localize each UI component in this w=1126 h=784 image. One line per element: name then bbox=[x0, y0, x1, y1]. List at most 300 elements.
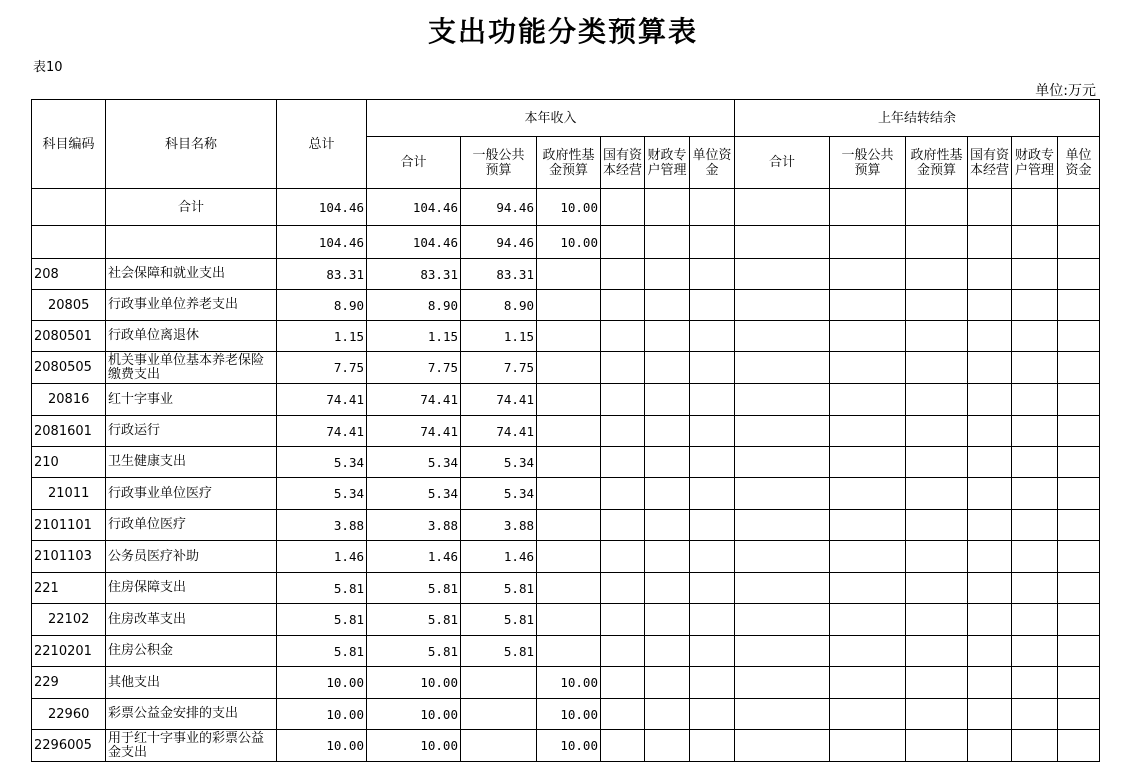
cell-cy-unit-fund bbox=[690, 226, 735, 259]
cell-cy-unit-fund bbox=[690, 416, 735, 447]
cell-cy-special bbox=[645, 478, 690, 510]
cell-name: 公务员医疗补助 bbox=[106, 541, 277, 573]
cell-cy-fund bbox=[537, 604, 601, 636]
cell-name bbox=[106, 226, 277, 259]
cell-py-fund bbox=[906, 541, 968, 573]
cell-py-special bbox=[1012, 667, 1058, 699]
cell-py-unit-fund bbox=[1058, 604, 1100, 636]
cell-total: 5.34 bbox=[277, 478, 367, 510]
cell-py-special bbox=[1012, 699, 1058, 730]
cell-cy-general bbox=[461, 730, 537, 762]
cell-total: 74.41 bbox=[277, 416, 367, 447]
cell-py-state-capital bbox=[968, 667, 1012, 699]
cell-cy-unit-fund bbox=[690, 699, 735, 730]
cell-py-sum bbox=[735, 290, 830, 321]
table-row bbox=[32, 416, 1100, 447]
cell-cy-special bbox=[645, 259, 690, 290]
cell-py-state-capital bbox=[968, 189, 1012, 226]
cell-cy-special bbox=[645, 321, 690, 352]
cell-py-fund bbox=[906, 259, 968, 290]
header-cy-special: 财政专户管理 bbox=[645, 137, 690, 189]
header-cy-general: 一般公共预算 bbox=[461, 137, 537, 189]
cell-py-fund bbox=[906, 290, 968, 321]
cell-cy-general: 74.41 bbox=[461, 384, 537, 416]
cell-py-special bbox=[1012, 478, 1058, 510]
cell-py-special bbox=[1012, 321, 1058, 352]
cell-total: 5.81 bbox=[277, 573, 367, 604]
cell-py-general bbox=[830, 510, 906, 541]
cell-name: 其他支出 bbox=[106, 667, 277, 699]
cell-py-unit-fund bbox=[1058, 352, 1100, 384]
cell-total: 104.46 bbox=[277, 226, 367, 259]
cell-py-unit-fund bbox=[1058, 226, 1100, 259]
cell-py-state-capital bbox=[968, 290, 1012, 321]
cell-cy-general: 1.15 bbox=[461, 321, 537, 352]
cell-cy-general: 3.88 bbox=[461, 510, 537, 541]
cell-name: 住房保障支出 bbox=[106, 573, 277, 604]
cell-cy-unit-fund bbox=[690, 189, 735, 226]
cell-code: 2080505 bbox=[32, 352, 106, 384]
cell-cy-fund: 10.00 bbox=[537, 699, 601, 730]
cell-cy-sum: 104.46 bbox=[367, 189, 461, 226]
cell-cy-fund bbox=[537, 259, 601, 290]
cell-py-sum bbox=[735, 226, 830, 259]
cell-cy-fund bbox=[537, 636, 601, 667]
cell-total: 10.00 bbox=[277, 667, 367, 699]
cell-py-unit-fund bbox=[1058, 667, 1100, 699]
cell-cy-fund bbox=[537, 352, 601, 384]
cell-cy-fund: 10.00 bbox=[537, 667, 601, 699]
header-cy-sum: 合计 bbox=[367, 137, 461, 189]
cell-cy-special bbox=[645, 604, 690, 636]
cell-cy-unit-fund bbox=[690, 290, 735, 321]
header-name: 科目名称 bbox=[106, 100, 277, 189]
cell-py-fund bbox=[906, 510, 968, 541]
cell-py-special bbox=[1012, 416, 1058, 447]
cell-py-general bbox=[830, 226, 906, 259]
cell-code: 22102 bbox=[32, 604, 106, 636]
cell-cy-sum: 5.34 bbox=[367, 447, 461, 478]
header-total: 总计 bbox=[277, 100, 367, 189]
cell-total: 3.88 bbox=[277, 510, 367, 541]
cell-cy-state-capital bbox=[601, 478, 645, 510]
cell-py-state-capital bbox=[968, 478, 1012, 510]
cell-py-fund bbox=[906, 416, 968, 447]
cell-cy-state-capital bbox=[601, 447, 645, 478]
table-row bbox=[32, 384, 1100, 416]
cell-py-fund bbox=[906, 226, 968, 259]
cell-py-unit-fund bbox=[1058, 541, 1100, 573]
table-row bbox=[32, 259, 1100, 290]
cell-cy-state-capital bbox=[601, 321, 645, 352]
cell-code: 22960 bbox=[32, 699, 106, 730]
cell-code: 20816 bbox=[32, 384, 106, 416]
cell-name: 彩票公益金安排的支出 bbox=[106, 699, 277, 730]
cell-py-sum bbox=[735, 510, 830, 541]
cell-py-unit-fund bbox=[1058, 699, 1100, 730]
cell-cy-sum: 83.31 bbox=[367, 259, 461, 290]
cell-py-state-capital bbox=[968, 416, 1012, 447]
cell-name: 用于红十字事业的彩票公益金支出 bbox=[106, 730, 277, 762]
cell-cy-fund bbox=[537, 416, 601, 447]
cell-py-state-capital bbox=[968, 259, 1012, 290]
cell-total: 10.00 bbox=[277, 730, 367, 762]
cell-code: 20805 bbox=[32, 290, 106, 321]
cell-cy-fund bbox=[537, 510, 601, 541]
cell-py-special bbox=[1012, 226, 1058, 259]
cell-name: 社会保障和就业支出 bbox=[106, 259, 277, 290]
cell-py-special bbox=[1012, 384, 1058, 416]
cell-code bbox=[32, 189, 106, 226]
cell-py-special bbox=[1012, 636, 1058, 667]
cell-code: 221 bbox=[32, 573, 106, 604]
cell-py-state-capital bbox=[968, 226, 1012, 259]
cell-py-sum bbox=[735, 573, 830, 604]
cell-py-unit-fund bbox=[1058, 290, 1100, 321]
header-prior-carryover: 上年结转结余 bbox=[735, 100, 1100, 137]
cell-name: 住房公积金 bbox=[106, 636, 277, 667]
cell-py-unit-fund bbox=[1058, 259, 1100, 290]
cell-total: 74.41 bbox=[277, 384, 367, 416]
cell-name: 行政事业单位养老支出 bbox=[106, 290, 277, 321]
cell-total: 10.00 bbox=[277, 699, 367, 730]
cell-py-general bbox=[830, 541, 906, 573]
table-row bbox=[32, 290, 1100, 321]
cell-cy-general: 1.46 bbox=[461, 541, 537, 573]
cell-py-general bbox=[830, 636, 906, 667]
cell-py-fund bbox=[906, 478, 968, 510]
cell-py-unit-fund bbox=[1058, 384, 1100, 416]
cell-total: 1.15 bbox=[277, 321, 367, 352]
cell-cy-sum: 5.81 bbox=[367, 573, 461, 604]
cell-py-state-capital bbox=[968, 541, 1012, 573]
cell-cy-special bbox=[645, 226, 690, 259]
cell-cy-sum: 74.41 bbox=[367, 384, 461, 416]
cell-cy-state-capital bbox=[601, 510, 645, 541]
cell-py-unit-fund bbox=[1058, 730, 1100, 762]
total-row bbox=[32, 189, 1100, 226]
cell-py-sum bbox=[735, 189, 830, 226]
cell-cy-sum: 10.00 bbox=[367, 699, 461, 730]
cell-cy-special bbox=[645, 573, 690, 604]
cell-py-sum bbox=[735, 416, 830, 447]
table-number: 表10 bbox=[33, 60, 63, 75]
cell-cy-fund bbox=[537, 447, 601, 478]
cell-cy-general: 8.90 bbox=[461, 290, 537, 321]
cell-cy-state-capital bbox=[601, 604, 645, 636]
cell-py-state-capital bbox=[968, 573, 1012, 604]
header-cy-unit-fund: 单位资金 bbox=[690, 137, 735, 189]
cell-cy-sum: 10.00 bbox=[367, 730, 461, 762]
cell-py-fund bbox=[906, 573, 968, 604]
cell-py-state-capital bbox=[968, 730, 1012, 762]
cell-cy-special bbox=[645, 636, 690, 667]
cell-py-fund bbox=[906, 321, 968, 352]
cell-cy-state-capital bbox=[601, 226, 645, 259]
cell-py-fund bbox=[906, 447, 968, 478]
cell-cy-sum: 1.46 bbox=[367, 541, 461, 573]
table-row bbox=[32, 667, 1100, 699]
cell-total: 104.46 bbox=[277, 189, 367, 226]
cell-py-state-capital bbox=[968, 321, 1012, 352]
cell-cy-unit-fund bbox=[690, 510, 735, 541]
cell-cy-sum: 74.41 bbox=[367, 416, 461, 447]
cell-py-unit-fund bbox=[1058, 321, 1100, 352]
cell-cy-fund: 10.00 bbox=[537, 226, 601, 259]
cell-cy-fund bbox=[537, 321, 601, 352]
cell-code: 2080501 bbox=[32, 321, 106, 352]
cell-py-sum bbox=[735, 447, 830, 478]
cell-py-state-capital bbox=[968, 604, 1012, 636]
cell-py-general bbox=[830, 321, 906, 352]
cell-cy-special bbox=[645, 189, 690, 226]
cell-cy-special bbox=[645, 352, 690, 384]
cell-py-unit-fund bbox=[1058, 636, 1100, 667]
header-code: 科目编码 bbox=[32, 100, 106, 189]
cell-py-special bbox=[1012, 189, 1058, 226]
cell-cy-general bbox=[461, 667, 537, 699]
cell-name: 行政运行 bbox=[106, 416, 277, 447]
cell-cy-sum: 1.15 bbox=[367, 321, 461, 352]
table-row bbox=[32, 478, 1100, 510]
cell-cy-state-capital bbox=[601, 699, 645, 730]
cell-py-fund bbox=[906, 384, 968, 416]
header-py-unit-fund: 单位资金 bbox=[1058, 137, 1100, 189]
table-row bbox=[32, 321, 1100, 352]
cell-code: 2296005 bbox=[32, 730, 106, 762]
cell-cy-fund: 10.00 bbox=[537, 730, 601, 762]
header-py-state-capital: 国有资本经营 bbox=[968, 137, 1012, 189]
header-cy-fund: 政府性基金预算 bbox=[537, 137, 601, 189]
cell-py-unit-fund bbox=[1058, 447, 1100, 478]
cell-cy-state-capital bbox=[601, 667, 645, 699]
cell-cy-special bbox=[645, 416, 690, 447]
cell-total: 7.75 bbox=[277, 352, 367, 384]
cell-name: 行政单位离退休 bbox=[106, 321, 277, 352]
cell-name: 卫生健康支出 bbox=[106, 447, 277, 478]
table-row bbox=[32, 699, 1100, 730]
cell-py-unit-fund bbox=[1058, 478, 1100, 510]
cell-cy-unit-fund bbox=[690, 636, 735, 667]
cell-py-fund bbox=[906, 699, 968, 730]
cell-cy-sum: 7.75 bbox=[367, 352, 461, 384]
cell-cy-unit-fund bbox=[690, 447, 735, 478]
cell-cy-unit-fund bbox=[690, 667, 735, 699]
budget-table bbox=[31, 99, 1100, 762]
cell-cy-general bbox=[461, 699, 537, 730]
cell-cy-state-capital bbox=[601, 636, 645, 667]
cell-code: 229 bbox=[32, 667, 106, 699]
cell-code: 2081601 bbox=[32, 416, 106, 447]
cell-cy-general: 5.81 bbox=[461, 573, 537, 604]
cell-py-sum bbox=[735, 352, 830, 384]
cell-cy-special bbox=[645, 541, 690, 573]
table-row bbox=[32, 226, 1100, 259]
cell-py-fund bbox=[906, 604, 968, 636]
cell-code bbox=[32, 226, 106, 259]
cell-code: 210 bbox=[32, 447, 106, 478]
cell-py-fund bbox=[906, 730, 968, 762]
cell-cy-general: 5.34 bbox=[461, 478, 537, 510]
header-cy-state-capital: 国有资本经营 bbox=[601, 137, 645, 189]
cell-cy-unit-fund bbox=[690, 573, 735, 604]
cell-py-general bbox=[830, 667, 906, 699]
cell-py-general bbox=[830, 730, 906, 762]
cell-py-special bbox=[1012, 604, 1058, 636]
cell-cy-general: 94.46 bbox=[461, 189, 537, 226]
cell-cy-general: 5.34 bbox=[461, 447, 537, 478]
cell-cy-sum: 8.90 bbox=[367, 290, 461, 321]
cell-py-state-capital bbox=[968, 447, 1012, 478]
cell-cy-state-capital bbox=[601, 259, 645, 290]
cell-cy-special bbox=[645, 384, 690, 416]
cell-cy-sum: 5.81 bbox=[367, 636, 461, 667]
cell-py-unit-fund bbox=[1058, 573, 1100, 604]
table-row bbox=[32, 636, 1100, 667]
cell-py-special bbox=[1012, 290, 1058, 321]
cell-py-sum bbox=[735, 604, 830, 636]
cell-py-unit-fund bbox=[1058, 510, 1100, 541]
cell-name: 住房改革支出 bbox=[106, 604, 277, 636]
table-row bbox=[32, 573, 1100, 604]
cell-cy-sum: 3.88 bbox=[367, 510, 461, 541]
cell-cy-fund bbox=[537, 573, 601, 604]
header-py-general: 一般公共预算 bbox=[830, 137, 906, 189]
cell-cy-unit-fund bbox=[690, 321, 735, 352]
cell-total: 5.81 bbox=[277, 604, 367, 636]
cell-cy-state-capital bbox=[601, 352, 645, 384]
cell-py-sum bbox=[735, 478, 830, 510]
cell-cy-general: 5.81 bbox=[461, 604, 537, 636]
cell-py-sum bbox=[735, 259, 830, 290]
cell-cy-state-capital bbox=[601, 573, 645, 604]
cell-py-sum bbox=[735, 699, 830, 730]
cell-py-state-capital bbox=[968, 384, 1012, 416]
cell-cy-unit-fund bbox=[690, 384, 735, 416]
cell-cy-fund bbox=[537, 290, 601, 321]
cell-cy-fund bbox=[537, 384, 601, 416]
table-row bbox=[32, 352, 1100, 384]
cell-code: 2101101 bbox=[32, 510, 106, 541]
cell-cy-state-capital bbox=[601, 290, 645, 321]
cell-py-fund bbox=[906, 636, 968, 667]
cell-py-general bbox=[830, 352, 906, 384]
cell-cy-special bbox=[645, 667, 690, 699]
cell-cy-state-capital bbox=[601, 730, 645, 762]
cell-total: 1.46 bbox=[277, 541, 367, 573]
cell-py-sum bbox=[735, 541, 830, 573]
cell-py-sum bbox=[735, 384, 830, 416]
cell-name: 行政单位医疗 bbox=[106, 510, 277, 541]
cell-total: 83.31 bbox=[277, 259, 367, 290]
cell-cy-unit-fund bbox=[690, 259, 735, 290]
table-row bbox=[32, 730, 1100, 762]
cell-cy-general: 7.75 bbox=[461, 352, 537, 384]
cell-cy-special bbox=[645, 447, 690, 478]
cell-py-fund bbox=[906, 352, 968, 384]
cell-cy-special bbox=[645, 730, 690, 762]
cell-code: 2101103 bbox=[32, 541, 106, 573]
cell-cy-sum: 104.46 bbox=[367, 226, 461, 259]
cell-py-fund bbox=[906, 667, 968, 699]
cell-py-general bbox=[830, 573, 906, 604]
cell-cy-general: 94.46 bbox=[461, 226, 537, 259]
cell-py-sum bbox=[735, 667, 830, 699]
cell-py-special bbox=[1012, 730, 1058, 762]
cell-py-general bbox=[830, 447, 906, 478]
cell-code: 208 bbox=[32, 259, 106, 290]
cell-cy-state-capital bbox=[601, 416, 645, 447]
cell-py-general bbox=[830, 604, 906, 636]
cell-py-state-capital bbox=[968, 636, 1012, 667]
cell-cy-special bbox=[645, 290, 690, 321]
cell-total: 8.90 bbox=[277, 290, 367, 321]
cell-py-state-capital bbox=[968, 352, 1012, 384]
cell-py-state-capital bbox=[968, 510, 1012, 541]
cell-cy-general: 83.31 bbox=[461, 259, 537, 290]
cell-py-special bbox=[1012, 541, 1058, 573]
cell-py-unit-fund bbox=[1058, 416, 1100, 447]
cell-py-general bbox=[830, 259, 906, 290]
cell-cy-fund bbox=[537, 478, 601, 510]
cell-code: 21011 bbox=[32, 478, 106, 510]
table-row bbox=[32, 510, 1100, 541]
cell-py-sum bbox=[735, 636, 830, 667]
cell-cy-fund: 10.00 bbox=[537, 189, 601, 226]
cell-code: 2210201 bbox=[32, 636, 106, 667]
cell-py-special bbox=[1012, 259, 1058, 290]
cell-py-fund bbox=[906, 189, 968, 226]
header-py-fund: 政府性基金预算 bbox=[906, 137, 968, 189]
cell-cy-special bbox=[645, 510, 690, 541]
cell-cy-sum: 10.00 bbox=[367, 667, 461, 699]
cell-py-sum bbox=[735, 730, 830, 762]
cell-cy-sum: 5.81 bbox=[367, 604, 461, 636]
cell-py-special bbox=[1012, 573, 1058, 604]
cell-cy-state-capital bbox=[601, 541, 645, 573]
cell-name: 机关事业单位基本养老保险缴费支出 bbox=[106, 352, 277, 384]
cell-cy-general: 74.41 bbox=[461, 416, 537, 447]
cell-cy-unit-fund bbox=[690, 478, 735, 510]
cell-py-sum bbox=[735, 321, 830, 352]
header-py-sum: 合计 bbox=[735, 137, 830, 189]
table-row bbox=[32, 447, 1100, 478]
unit-label: 单位:万元 bbox=[1035, 83, 1096, 99]
cell-py-special bbox=[1012, 510, 1058, 541]
cell-cy-state-capital bbox=[601, 384, 645, 416]
cell-name: 行政事业单位医疗 bbox=[106, 478, 277, 510]
cell-py-general bbox=[830, 189, 906, 226]
cell-cy-unit-fund bbox=[690, 604, 735, 636]
cell-cy-state-capital bbox=[601, 189, 645, 226]
page-title: 支出功能分类预算表 bbox=[427, 15, 698, 48]
cell-cy-unit-fund bbox=[690, 352, 735, 384]
table-row bbox=[32, 541, 1100, 573]
cell-py-general bbox=[830, 290, 906, 321]
header-current-year: 本年收入 bbox=[367, 100, 735, 137]
cell-cy-sum: 5.34 bbox=[367, 478, 461, 510]
cell-total: 5.34 bbox=[277, 447, 367, 478]
cell-cy-special bbox=[645, 699, 690, 730]
cell-cy-unit-fund bbox=[690, 541, 735, 573]
cell-py-state-capital bbox=[968, 699, 1012, 730]
cell-cy-fund bbox=[537, 541, 601, 573]
cell-total: 5.81 bbox=[277, 636, 367, 667]
cell-py-general bbox=[830, 384, 906, 416]
cell-name: 合计 bbox=[106, 189, 277, 226]
cell-name: 红十字事业 bbox=[106, 384, 277, 416]
cell-py-special bbox=[1012, 447, 1058, 478]
